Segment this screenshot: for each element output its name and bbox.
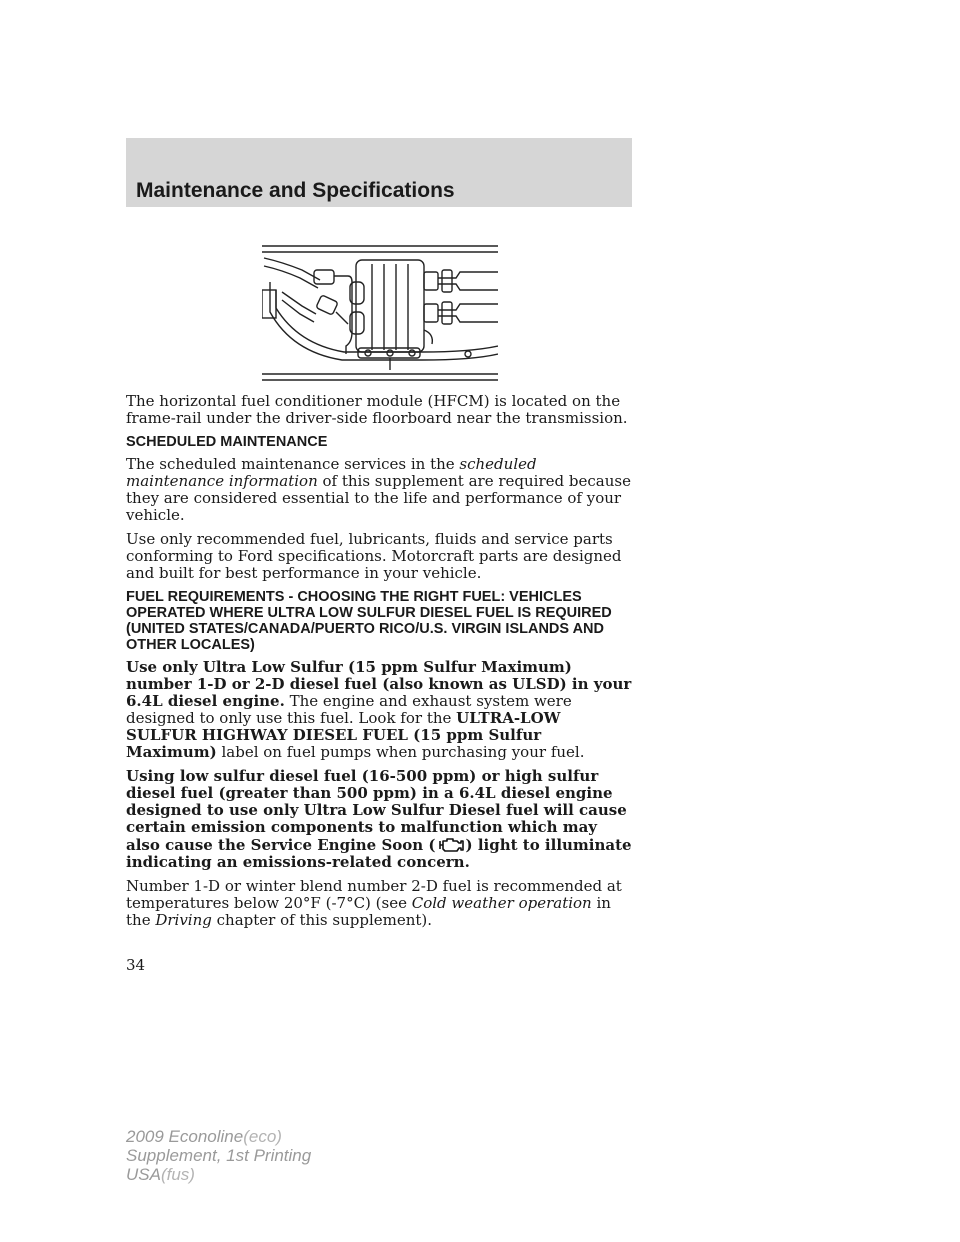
- scheduled-maintenance-heading: SCHEDULED MAINTENANCE: [126, 434, 328, 450]
- fuel-requirements-heading: FUEL REQUIREMENTS - CHOOSING THE RIGHT FUEL: VEHICLES OPERATED WHERE ULTRA LOW SULFUR DIESEL FUEL IS REQUIRED (UNITED STATES/CANADA/PUERTO RICO/U.S. VIRGIN ISLANDS AND OTHER LOCALES): [126, 589, 612, 653]
- ulsd-pump-label: ULTRA-LOW SULFUR HIGHWAY DIESEL FUEL (15 ppm Sulfur Maximum): [126, 709, 561, 761]
- page-content: [126, 393, 632, 936]
- sulfur-warning-paragraph: Using low sulfur diesel fuel (16-500 ppm) or high sulfur diesel fuel (greater than 500 ppm) in a 6.4L diesel engine designed to use only Ultra Low Sulfur Diesel fuel will cause certain emission components to malfunction which may also cause the Service Engine Soon ( ) light to illuminate indicating an emissions-related concern.: [126, 767, 632, 871]
- ulsd-requirement-paragraph: Use only Ultra Low Sulfur (15 ppm Sulfur Maximum) number 1-D or 2-D diesel fuel (also known as ULSD) in your 6.4L diesel engine. The engine and exhaust system were designed to only use this fuel. Look for the ULTRA-LOW SULFUR HIGHWAY DIESEL FUEL (15 ppm Sulfur Maximum) label on fuel pumps when purchasing your fuel.: [126, 658, 632, 761]
- footer-printing-line: Supplement, 1st Printing: [126, 1146, 312, 1165]
- section-header-band: [126, 138, 632, 207]
- footer-model-line: 2009 Econoline(eco): [126, 1127, 282, 1146]
- cold-weather-reference: Cold weather operation: [411, 894, 592, 912]
- scheduled-maintenance-info-reference: scheduled maintenance information: [126, 455, 537, 490]
- driving-chapter-reference: Driving: [155, 911, 212, 929]
- check-engine-icon: [436, 836, 466, 853]
- section-title: Maintenance and Specifications: [136, 179, 455, 202]
- recommended-parts-paragraph: Use only recommended fuel, lubricants, fluids and service parts conforming to Ford specifications. Motorcraft parts are designed and built for best performance in your vehicle.: [126, 530, 622, 582]
- hfcm-fuel-conditioner-diagram: [262, 242, 498, 382]
- scheduled-maintenance-paragraph: The scheduled maintenance services in the scheduled maintenance information of this supplement are required because they are considered essential to the life and performance of your vehicle.: [126, 455, 631, 524]
- footer-market-line: USA(fus): [126, 1165, 195, 1184]
- edition-footer: [126, 1127, 311, 1184]
- hfcm-location-text: The horizontal fuel conditioner module (HFCM) is located on the frame-rail under the driver-side floorboard near the transmission.: [126, 392, 628, 427]
- page-number: 34: [126, 956, 146, 974]
- winter-fuel-paragraph: Number 1-D or winter blend number 2-D fuel is recommended at temperatures below 20°F (-7°C) (see Cold weather operation in the Driving chapter of this supplement).: [126, 877, 622, 929]
